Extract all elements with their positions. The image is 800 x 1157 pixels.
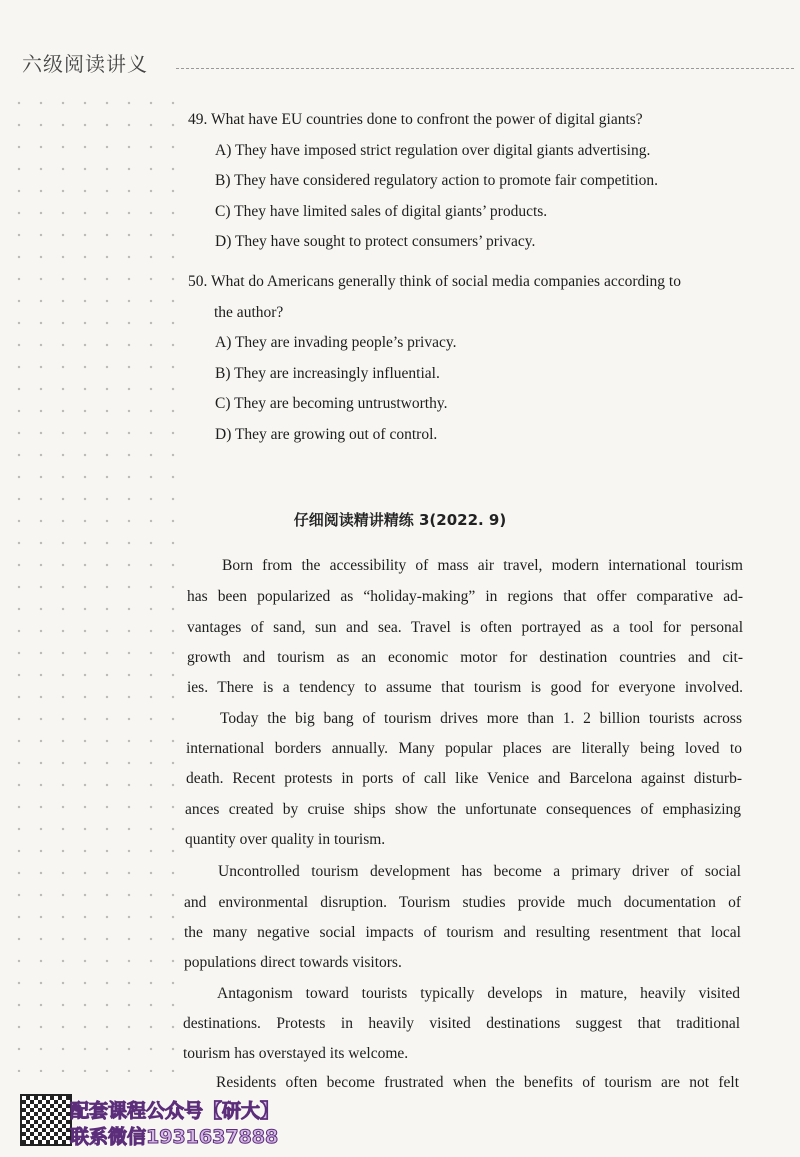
passage-line: Born from the accessibility of mass air travel, modern international tourism [222,557,743,574]
passage-line: tourism has overstayed its welcome. [183,1045,409,1062]
header-rule [176,68,794,69]
promo-footer [8,1094,318,1150]
question-49 [188,105,753,258]
passage-line: international borders annually. Many popular places are literally being loved to [186,740,742,757]
option-a: A) They are invading people’s privacy. [215,334,457,351]
passage-line: death. Recent protests in ports of call like Venice and Barcelona against disturb- [186,770,742,787]
passage-line: Uncontrolled tourism development has become a primary driver of social [218,863,741,880]
passage-line: ies. There is a tendency to assume that tourism is good for everyone involved. [187,679,743,696]
option-c: C) They have limited sales of digital giants’ products. [215,202,548,220]
passage-line: quantity over quality in tourism. [185,831,386,848]
passage-line: vantages of sand, sun and sea. Travel is often portrayed as a tool for personal [187,619,743,636]
question-50 [188,267,753,450]
passage-line: Antagonism toward tourists typically develops in mature, heavily visited [217,985,740,1002]
option-b: B) They have considered regulatory action to promote fair competition. [215,172,659,189]
passage-line: the many negative social impacts of tourism and resulting resentment that local [184,924,741,941]
promo-line-1: 配套课程公众号【研大】 [70,1100,280,1122]
dot-grid-margin [8,92,176,1072]
passage-line: and environmental disruption. Tourism studies provide much documentation of [184,894,741,911]
qr-code-icon [20,1094,72,1146]
passage-line: Today the big bang of tourism drives more than 1. 2 billion tourists across [220,710,742,727]
passage-line: ances created by cruise ships show the unfortunate consequences of emphasizing [185,801,741,818]
option-b: B) They are increasingly influential. [215,364,440,382]
passage-line: populations direct towards visitors. [184,954,402,971]
section-title: 仔细阅读精讲精练 3(2022. 9) [293,511,507,529]
question-stem-continued: the author? [214,303,284,321]
option-d: D) They are growing out of control. [215,425,438,443]
option-d: D) They have sought to protect consumers’ privacy. [215,233,536,250]
passage-line: has been popularized as “holiday-making” in regions that offer comparative ad- [187,588,743,605]
question-stem: 50. What do Americans generally think of social media companies according to [188,273,681,290]
page-header-title: 六级阅读讲义 [22,52,148,76]
passage-line: Residents often become frustrated when the benefits of tourism are not felt [216,1074,739,1091]
passage-line: growth and tourism as an economic motor for destination countries and cit- [187,649,743,666]
option-a: A) They have imposed strict regulation over digital giants advertising. [215,141,651,159]
passage-line: destinations. Protests in heavily visited destinations suggest that traditional [183,1015,740,1032]
option-c: C) They are becoming untrustworthy. [215,395,448,412]
promo-line-2: 联系微信1931637888 [70,1126,279,1148]
question-stem: 49. What have EU countries done to confront the power of digital giants? [188,111,643,128]
